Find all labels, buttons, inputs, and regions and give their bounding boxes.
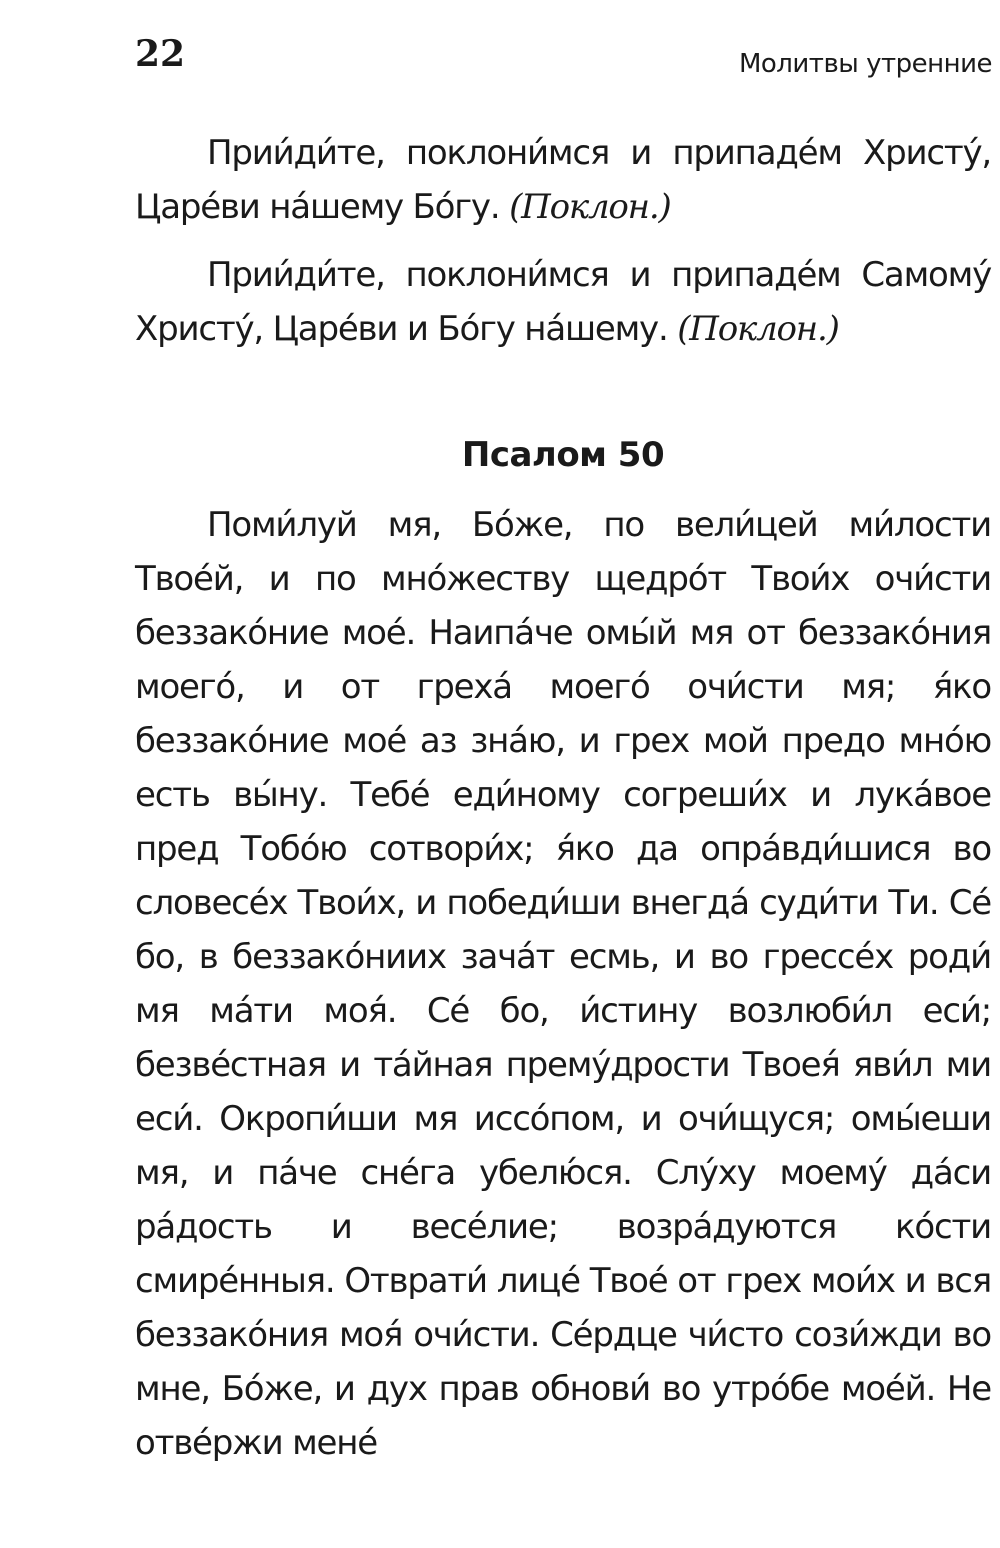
psalm-title: Псалом 50: [461, 435, 665, 475]
psalm-block: [135, 498, 991, 1470]
intro-paragraph-1-text: Прии́ди́те, поклони́мся и припаде́м Христу́, Царе́ви на́шему Бо́гу.: [135, 133, 991, 227]
running-header: Молитвы утренние: [738, 49, 992, 79]
intro-paragraph-2-text: Прии́ди́те, поклони́мся и припаде́м Самому́ Христу́, Царе́ви и Бо́гу на́шему.: [135, 255, 991, 349]
intro-paragraph-1-rubric: (Поклон.): [509, 187, 671, 227]
intro-paragraph-1: [135, 126, 991, 234]
intro-paragraph-2: [135, 248, 991, 356]
intro-block: [135, 126, 991, 370]
page-number: 22: [135, 33, 186, 75]
intro-paragraph-2-rubric: (Поклон.): [677, 309, 839, 349]
psalm-text: Поми́луй мя, Бо́же, по вели́цей ми́лости Твое́й, и по мно́жеству щедро́т Твои́х очи́сти беззако́ние мое́. Наипа́че омы́й мя от беззако́ния моего́, и от греха́ моего́ очи́сти мя; я́ко беззако́ние мое́ аз зна́ю, и грех мой предо мно́ю есть вы́ну. Тебе́ еди́ному согреши́х и лука́вое пред Тобо́ю сотвори́х; я́ко да опра́вди́шися во словесе́х Твои́х, и победи́ши внегда́ суди́ти Ти. Се́ бо, в беззако́ниих зача́т есмь, и во грессе́х роди́ мя ма́ти моя́. Се́ бо, и́стину возлюби́л еси́; безве́стная и та́йная прему́дрости Твоея́ яви́л ми еси́. Окропи́ши мя иссо́пом, и очи́щуся; омы́еши мя, и па́че сне́га убелю́ся. Слу́ху моему́ да́си ра́дость и весе́лие; возра́дуются ко́сти смире́нныя. Отврати́ лице́ Твое́ от грех мои́х и вся беззако́ния моя́ очи́сти. Се́рдце чи́сто сози́жди во мне, Бо́же, и дух прав обнови́ во утро́бе мое́й. Не отве́ржи мене́: [135, 505, 991, 1463]
